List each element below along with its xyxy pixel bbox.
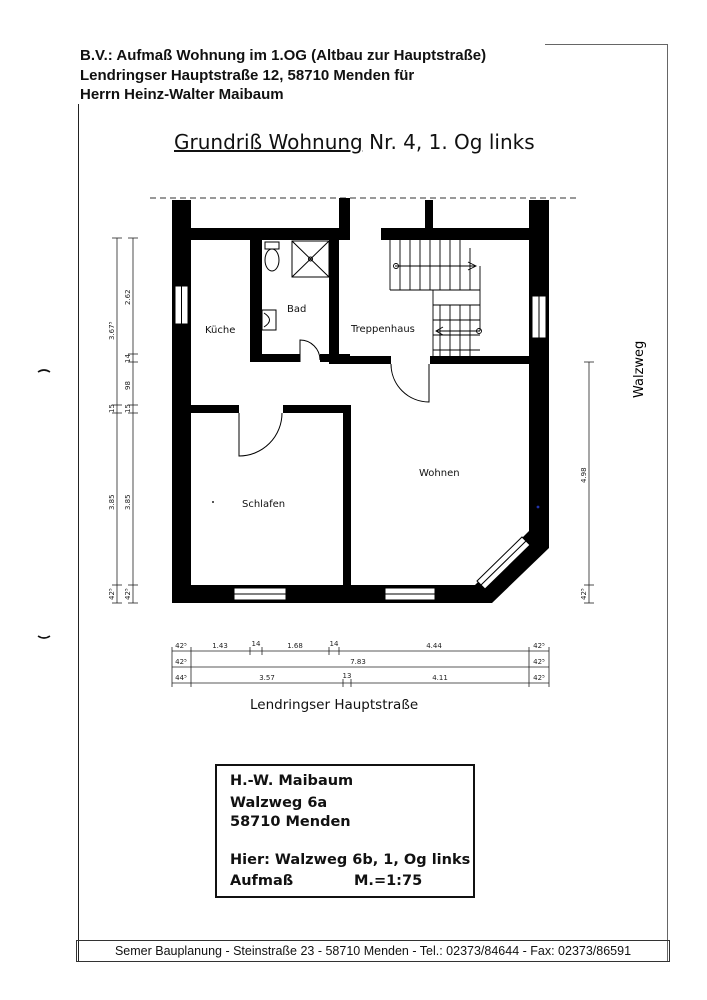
south-street-label: Lendringser Hauptstraße	[250, 697, 419, 713]
dim-bottom-r1-1: 1.43	[212, 642, 228, 650]
wall-north-a	[172, 200, 191, 226]
door-treppenhaus	[391, 364, 429, 402]
dim-bottom-r1-4: 14	[329, 640, 339, 648]
stairs	[390, 240, 482, 356]
toilet-tank	[265, 242, 279, 249]
dim-bottom-r3-3: 4.11	[432, 674, 448, 682]
dim-left-outer-2: 15	[108, 404, 116, 413]
wall-north-b	[191, 228, 339, 240]
wall-east	[529, 200, 549, 540]
room-label-treppenhaus: Treppenhaus	[351, 324, 415, 335]
wall-treppe-south-b	[430, 356, 529, 364]
dim-left-inner-1: 3.85	[124, 494, 132, 510]
dim-left-inner-4: 14	[124, 354, 132, 363]
washbasin	[262, 310, 276, 330]
header-line-1: B.V.: Aufmaß Wohnung im 1.OG (Altbau zur Hauptstraße)	[80, 47, 487, 64]
dim-left-inner-3: 98	[124, 381, 132, 390]
wall-schlafen-east	[343, 405, 351, 590]
address-stamp	[215, 764, 475, 898]
stamp-scale: M.=1:75	[354, 873, 423, 889]
room-label-schlafen: Schlafen	[242, 499, 286, 510]
header-line-2: Lendringser Hauptstraße 12, 58710 Menden für	[80, 67, 415, 84]
room-label-wohnen: Wohnen	[419, 468, 460, 479]
marker-dot-wohnen	[537, 506, 540, 509]
dim-bottom-r3-0: 44⁵	[175, 674, 187, 682]
footer-contact: Semer Bauplanung - Steinstraße 23 - 58710 Menden - Tel.: 02373/84644 - Fax: 02373/86591	[76, 940, 670, 962]
dim-right-0: 42⁵	[580, 588, 588, 600]
room-label-bad: Bad	[287, 304, 307, 315]
stamp-street: Walzweg 6a	[230, 795, 328, 811]
dim-left-inner-2: 15	[124, 404, 132, 413]
punch-mark-lower	[38, 636, 50, 638]
dim-bottom-r1-0: 42⁵	[175, 642, 187, 650]
door-schlafen	[239, 413, 282, 456]
dim-left-inner-0: 42⁵	[124, 588, 132, 600]
dim-bottom-r1-6: 42⁵	[533, 642, 545, 650]
wall-bad-south-a	[250, 354, 300, 362]
wall-north-e	[425, 200, 433, 228]
door-bad	[300, 340, 320, 362]
wall-bad-east	[329, 240, 339, 362]
dim-bottom-r3-2: 13	[342, 672, 352, 680]
wall-schlafen-north-b	[283, 405, 350, 413]
dim-bottom-r2-1: 7.83	[350, 658, 366, 666]
plan-title-main: Grundriß Wohnung	[174, 130, 363, 154]
dim-left-outer-3: 3.67⁵	[108, 321, 116, 340]
marker-dot-schlafen	[212, 501, 214, 503]
dim-bottom-r1-2: 14	[251, 640, 261, 648]
wall-treppe-south-a	[329, 356, 391, 364]
plan-title-rest: Nr. 4, 1. Og links	[362, 130, 535, 154]
east-street-label: Walzweg	[632, 340, 647, 398]
wall-south	[172, 585, 492, 603]
dim-bottom-r1-3: 1.68	[287, 642, 303, 650]
wall-schlafen-north-a	[191, 405, 239, 413]
dim-left-outer-0: 42⁵	[108, 588, 116, 600]
punch-mark-upper	[38, 370, 50, 372]
dim-bottom-r2-2: 42⁵	[533, 658, 545, 666]
dim-bottom-r3-1: 3.57	[259, 674, 275, 682]
wall-north-d	[381, 228, 529, 240]
dim-bottom-r3-4: 42⁵	[533, 674, 545, 682]
stamp-kind: Aufmaß	[230, 873, 294, 889]
wall-bad-west	[250, 240, 262, 362]
stamp-location: Hier: Walzweg 6b, 1, Og links	[230, 852, 471, 868]
toilet-bowl	[265, 249, 279, 271]
walls	[172, 198, 549, 603]
dim-left-inner-5: 2.62	[124, 289, 132, 305]
stamp-name: H.-W. Maibaum	[230, 773, 354, 789]
dim-right-1: 4.98	[580, 467, 588, 483]
wall-north-c	[339, 198, 350, 240]
dim-bottom	[172, 647, 549, 687]
dim-bottom-r2-0: 42⁵	[175, 658, 187, 666]
wall-west	[172, 200, 191, 603]
header-line-3: Herrn Heinz-Walter Maibaum	[80, 86, 284, 103]
stamp-city: 58710 Menden	[230, 814, 351, 830]
bath-fixtures	[262, 241, 329, 330]
room-label-kueche: Küche	[205, 325, 236, 336]
dim-left-outer-1: 3.85	[108, 494, 116, 510]
dim-bottom-r1-5: 4.44	[426, 642, 442, 650]
